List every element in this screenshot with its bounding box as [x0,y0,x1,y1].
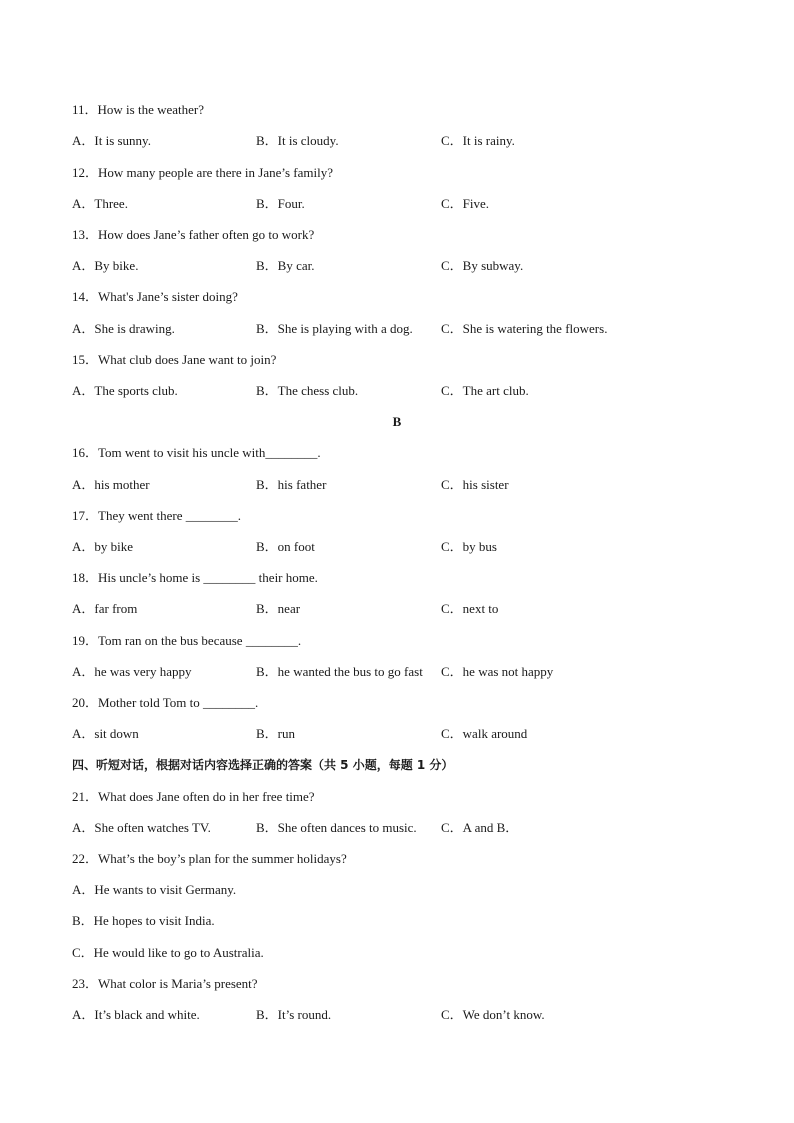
option-c: C．by bus [441,539,497,554]
question-14 [72,288,732,306]
question-19 [72,632,732,650]
option-22-b: B．He hopes to visit India. [72,913,215,928]
option-b: B．he wanted the bus to go fast [256,664,423,679]
option-a: A．his mother [72,477,150,492]
question-text: 21．What does Jane often do in her free time? [72,789,315,804]
option-c: C．By subway. [441,258,524,273]
question-21 [72,788,732,806]
option-c: C．next to [441,601,499,616]
question-text: 13．How does Jane’s father often go to work? [72,227,315,242]
question-text: 18．His uncle’s home is ________ their home. [72,570,318,585]
question-text: 16．Tom went to visit his uncle with________. [72,445,321,460]
option-b: B．By car. [256,258,315,273]
option-a: A．She is drawing. [72,321,175,336]
options-19 [72,663,732,681]
question-text: 19．Tom ran on the bus because ________. [72,633,302,648]
option-b: B．It is cloudy. [256,133,339,148]
option-a: A．far from [72,601,138,616]
question-text: 14．What's Jane’s sister doing? [72,289,238,304]
options-20 [72,725,732,743]
question-18 [72,569,732,587]
option-a: A．by bike [72,539,134,554]
question-13 [72,226,732,244]
option-a: A．She often watches TV. [72,820,211,835]
question-11 [72,101,732,119]
option-b: B．on foot [256,539,315,554]
option-b: B．She is playing with a dog. [256,321,413,336]
question-23 [72,975,732,993]
option-b: B．The chess club. [256,383,359,398]
option-c: C．his sister [441,477,509,492]
question-15 [72,351,732,369]
option-b: B．his father [256,477,327,492]
option-a: A．he was very happy [72,664,192,679]
option-a: A．Three. [72,196,128,211]
question-text: 15．What club does Jane want to join? [72,352,277,367]
question-12 [72,164,732,182]
option-c: C．It is rainy. [441,133,515,148]
options-15 [72,382,732,400]
question-17 [72,507,732,525]
option-c: C．We don’t know. [441,1007,545,1022]
options-14 [72,320,732,338]
question-text: 23．What color is Maria’s present? [72,976,258,991]
question-text: 12．How many people are there in Jane’s family? [72,165,333,180]
question-22 [72,850,732,868]
option-c: C．She is watering the flowers. [441,321,608,336]
question-16 [72,444,732,462]
options-23 [72,1006,732,1024]
option-c: C．A and B． [441,820,519,835]
options-13 [72,257,732,275]
option-a: A．sit down [72,726,139,741]
options-21 [72,819,732,837]
question-20 [72,694,732,712]
options-17 [72,538,732,556]
option-b: B．run [256,726,296,741]
option-b: B．It’s round. [256,1007,332,1022]
option-22-c: C．He would like to go to Australia. [72,945,264,960]
option-22-a: A．He wants to visit Germany. [72,882,237,897]
question-text: 17．They went there ________. [72,508,241,523]
section-four-heading: 四、听短对话，根据对话内容选择正确的答案（共 5 小题，每题 1 分） [72,758,454,772]
options-12 [72,195,732,213]
option-a: A．It is sunny. [72,133,151,148]
question-text: 22．What’s the boy’s plan for the summer holidays? [72,851,347,866]
option-a: A．By bike. [72,258,139,273]
option-b: B．near [256,601,301,616]
option-c: C．The art club. [441,383,529,398]
option-c: C．he was not happy [441,664,554,679]
option-a: A．The sports club. [72,383,178,398]
option-c: C．Five. [441,196,490,211]
question-text: 20．Mother told Tom to ________. [72,695,259,710]
section-b-label: B [392,414,402,429]
options-11 [72,132,732,150]
option-b: B．She often dances to music. [256,820,417,835]
option-c: C．walk around [441,726,528,741]
option-a: A．It’s black and white. [72,1007,200,1022]
option-b: B．Four. [256,196,305,211]
options-16 [72,476,732,494]
options-18 [72,600,732,618]
question-text: 11．How is the weather? [72,102,205,117]
